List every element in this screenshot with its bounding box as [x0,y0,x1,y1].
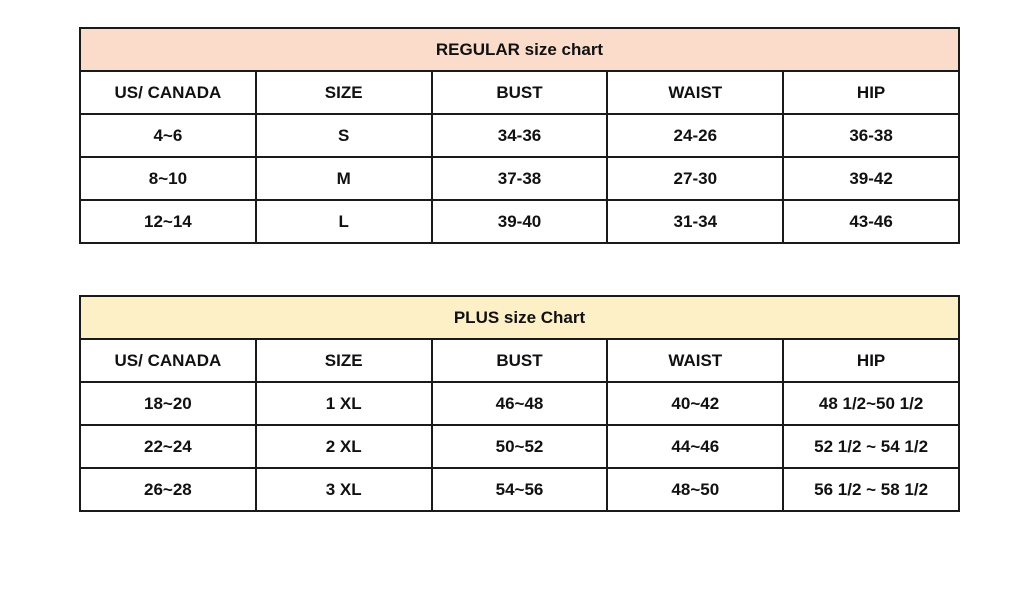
cell-size: 1 XL [256,382,432,425]
plus-header-waist: WAIST [607,339,783,382]
table-row [80,157,959,200]
regular-header-size: SIZE [256,71,432,114]
cell-waist: 40~42 [607,382,783,425]
regular-chart-title: REGULAR size chart [80,28,959,71]
cell-waist: 48~50 [607,468,783,511]
cell-size: L [256,200,432,243]
cell-us-canada: 8~10 [80,157,256,200]
regular-size-chart-table [79,27,960,244]
cell-bust: 34-36 [432,114,608,157]
cell-bust: 54~56 [432,468,608,511]
cell-size: M [256,157,432,200]
cell-waist: 24-26 [607,114,783,157]
cell-size: 2 XL [256,425,432,468]
cell-waist: 44~46 [607,425,783,468]
plus-header-us-canada: US/ CANADA [80,339,256,382]
table-row [80,114,959,157]
regular-header-bust: BUST [432,71,608,114]
cell-hip: 52 1/2 ~ 54 1/2 [783,425,959,468]
cell-us-canada: 12~14 [80,200,256,243]
table-row [80,200,959,243]
cell-us-canada: 4~6 [80,114,256,157]
cell-waist: 27-30 [607,157,783,200]
table-row [80,382,959,425]
plus-header-size: SIZE [256,339,432,382]
cell-waist: 31-34 [607,200,783,243]
plus-chart-title: PLUS size Chart [80,296,959,339]
cell-hip: 36-38 [783,114,959,157]
cell-us-canada: 26~28 [80,468,256,511]
table-row [80,468,959,511]
cell-bust: 37-38 [432,157,608,200]
regular-header-hip: HIP [783,71,959,114]
regular-header-waist: WAIST [607,71,783,114]
regular-header-us-canada: US/ CANADA [80,71,256,114]
regular-header-row [80,71,959,114]
plus-header-hip: HIP [783,339,959,382]
cell-bust: 39-40 [432,200,608,243]
cell-us-canada: 22~24 [80,425,256,468]
cell-size: 3 XL [256,468,432,511]
plus-size-chart-table [79,295,960,512]
cell-us-canada: 18~20 [80,382,256,425]
cell-bust: 50~52 [432,425,608,468]
cell-hip: 39-42 [783,157,959,200]
cell-hip: 43-46 [783,200,959,243]
cell-hip: 56 1/2 ~ 58 1/2 [783,468,959,511]
cell-size: S [256,114,432,157]
plus-header-bust: BUST [432,339,608,382]
cell-hip: 48 1/2~50 1/2 [783,382,959,425]
table-row [80,425,959,468]
regular-title-row [80,28,959,71]
plus-header-row [80,339,959,382]
plus-title-row [80,296,959,339]
cell-bust: 46~48 [432,382,608,425]
